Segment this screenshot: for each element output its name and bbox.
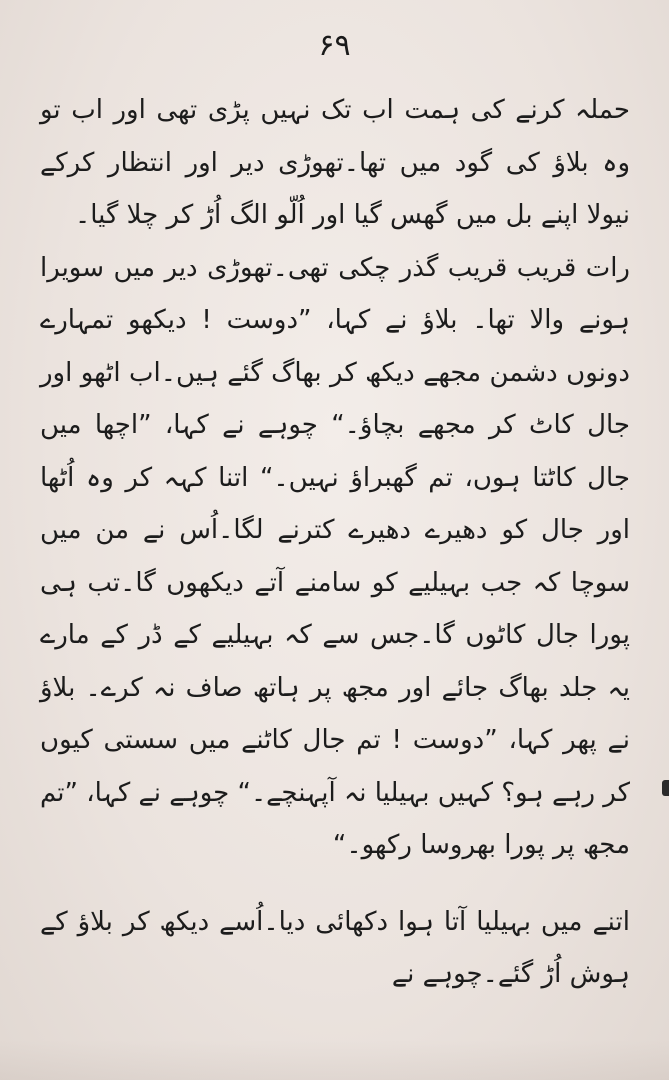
page-number: ۶۹ (318, 28, 351, 63)
page-shadow (0, 1040, 669, 1080)
paragraph-3: اتنے میں بہیلیا آتا ہوا دکھائی دیا۔اُسے دیکھ کر بلاؤ کے ہوش اُڑ گئے۔چوہے نے (40, 906, 630, 989)
paragraph-1: حملہ کرنے کی ہمت اب تک نہیں پڑی تھی اور اب تو وہ بلاؤ کی گود میں تھا۔تھوڑی دیر اور انتظار کرکے نیولا اپنے بل میں گھس گیا اور اُلّو الگ اُڑ کر چلا گیا۔ (40, 95, 630, 230)
paragraph-2: رات قریب قریب گذر چکی تھی۔تھوڑی دیر میں سویرا ہونے والا تھا۔ بلاؤ نے کہا، ”دوست ! دیکھو تمہارے دونوں دشمن مجھے دیکھ کر بھاگ گئے ہیں۔اب اٹھو اور جال کاٹ کر مجھے بچاؤ۔“ چوہے نے کہا، ”اچھا میں جال کاٹتا ہوں، تم گھبراؤ نہیں۔“ اتنا کہہ کر وہ اُٹھا اور جال کو دھیرے دھیرے کترنے لگا۔اُس نے من میں سوچا کہ جب بہیلیے کو سامنے آتے دیکھوں گا۔تب ہی پورا جال کاٹوں گا۔جس سے کہ بہیلیے کے ڈر کے مارے یہ جلد بھاگ جائے اور مجھ پر ہاتھ صاف نہ کرے۔ بلاؤ نے پھر کہا، ”دوست ! تم جال کاٹنے میں سستی کیوں کر رہے ہو؟ کہیں بہیلیا نہ آپہنچے۔“ چوہے نے کہا، ”تم مجھ پر پورا بھروسا رکھو۔“ (40, 252, 630, 860)
page-edge-mark (662, 780, 669, 796)
urdu-text-body (40, 84, 630, 1001)
